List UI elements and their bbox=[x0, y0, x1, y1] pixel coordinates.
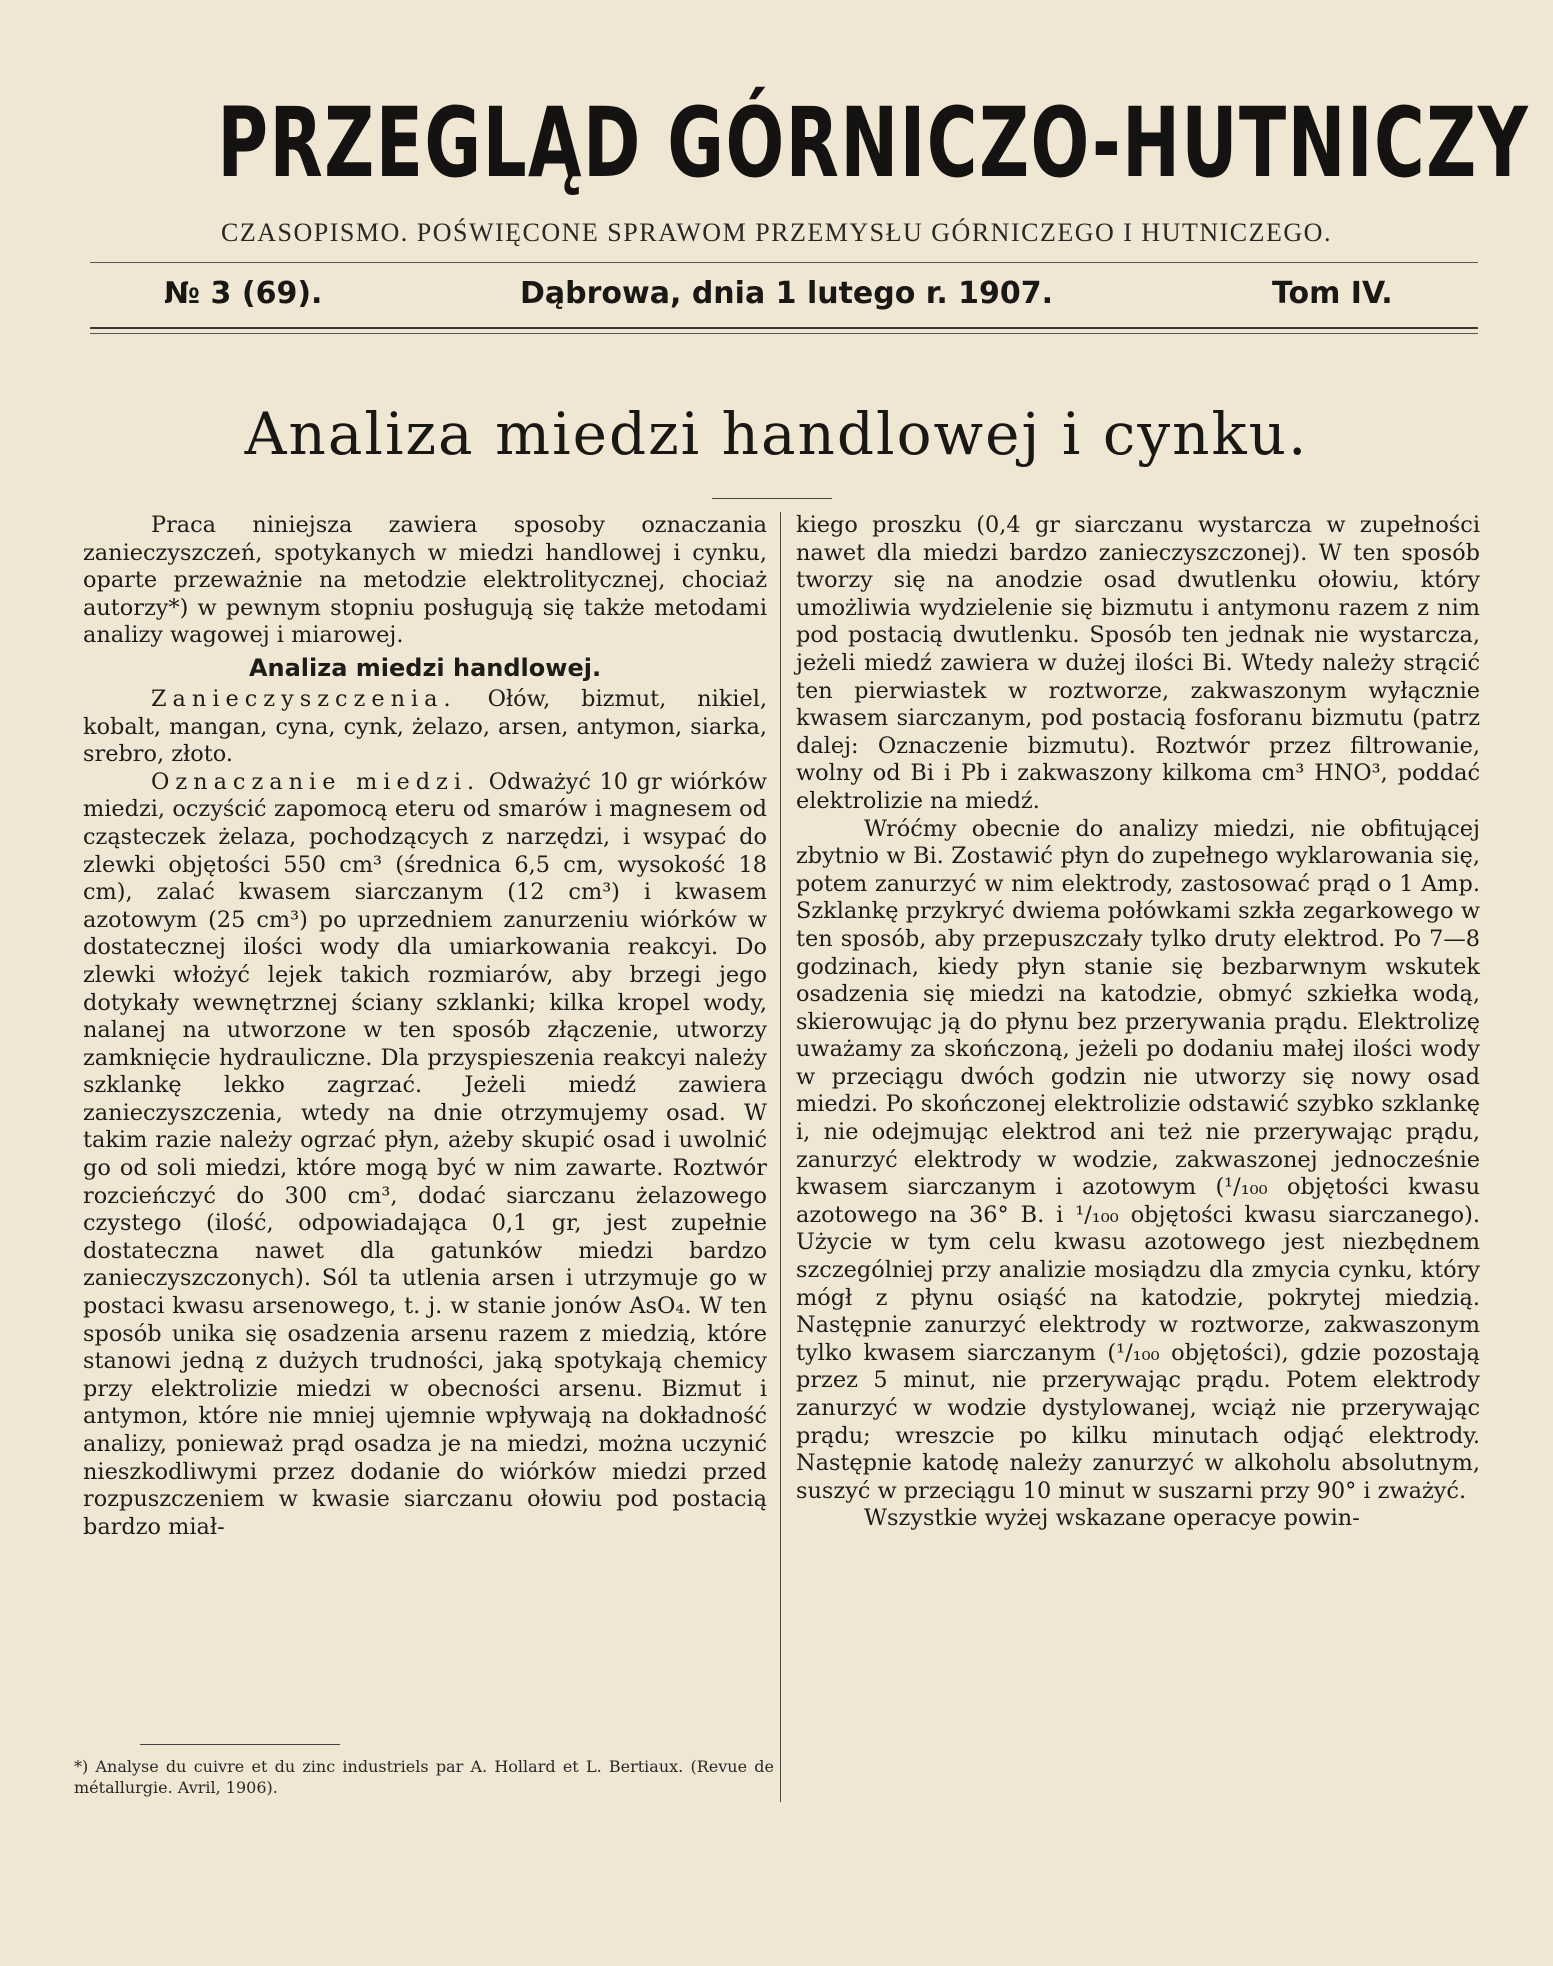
dateline: Dąbrowa, dnia 1 lutego r. 1907. bbox=[520, 276, 1054, 311]
article-title: Analiza miedzi handlowej i cynku. bbox=[244, 400, 1309, 468]
left-column bbox=[83, 512, 767, 1541]
right-paragraph-3: Wszystkie wyżej wskazane operacye powin- bbox=[864, 1505, 1360, 1532]
issue-line bbox=[150, 276, 1450, 316]
issue-number: № 3 (69). bbox=[164, 276, 323, 311]
header-rule-top bbox=[90, 262, 1478, 263]
header-rule-bottom-thin bbox=[90, 333, 1478, 334]
footnote: *) Analyse du cuivre et du zinc industriels par A. Hollard et L. Bertiaux. (Revue de métallurgie. Avril, 1906). bbox=[74, 1757, 774, 1797]
section-heading: Analiza miedzi handlowej. bbox=[248, 653, 602, 682]
right-paragraph-2: Wróćmy obecnie do analizy miedzi, nie obfitującej zbytnio w Bi. Zostawić płyn do zupełnego wyklarowania się, potem zanurzyć w nim elektrody, zastosować prąd o 1 Amp. Szklankę przykryć dwiema połówkami szkła zegarkowego w ten sposób, aby przepuszczały tylko druty elektrod. Po 7—8 godzinach, kiedy płyn stanie się bezbarwnym wskutek osadzenia się miedzi na katodzie, obmyć szkiełka wodą, skierowując ją do płynu bez przerywania prądu. Elektrolizę uważamy za skończoną, jeżeli po dodaniu małej ilości wody w przeciągu dwóch godzin nie utworzy się nowy osad miedzi. Po skończonej elektrolizie odstawić szybko szklankę i, nie odejmując elektrod ani też nie przerywając prądu, zanurzyć elektrody w wodzie, zakwaszonej jednocześnie kwasem siarczanym i azotowym (¹/₁₀₀ objętości kwasu azotowego na 36° B. i ¹/₁₀₀ objętości kwasu siarczanego). Użycie w tym celu kwasu azotowego jest niezbędnem szczególniej przy analizie mosiądzu dla zmycia cynku, który mógł z płynu osiąść na katodzie, pokrytej miedzią. Następnie zanurzyć elektrody w roztworze, zakwaszonym tylko kwasem siarczanym (¹/₁₀₀ objętości), gdzie pozostają przez 5 minut, nie przerywając prądu. Potem elektrody zanurzyć w wodzie dystylowanej, wciąż nie przerywając prądu; wreszcie po kilku minutach odjąć elektrody. Następnie katodę należy zanurzyć w alkoholu absolutnym, suszyć w przeciągu 10 minut w suszarni przy 90° i zważyć. bbox=[796, 815, 1480, 1504]
copper-label: Oznaczanie miedzi. bbox=[151, 768, 481, 795]
column-divider bbox=[780, 512, 781, 1802]
journal-subtitle: CZASOPISMO. POŚWIĘCONE SPRAWOM PRZEMYSŁU GÓRNICZEGO I HUTNICZEGO. bbox=[221, 218, 1332, 247]
copper-text: Odważyć 10 gr wiórków miedzi, oczyścić zapomocą eteru od smarów i magnesem od cząsteczek żelaza, pochodzących z narzędzi, i wsypać do zlewki objętości 550 cm³ (średnica 6,5 cm, wysokość 18 cm), zalać kwasem siarczanym (12 cm³) i kwasem azotowym (25 cm³) po uprzedniem zanurzeniu wiórków w dostatecznej ilości wody dla umiarkowania reakcyi. Do zlewki włożyć lejek takich rozmiarów, aby brzegi jego dotykały wewnętrznej ściany szklanki; kilka kropel wody, nalanej na utworzone w ten sposób złączenie, utworzy zamknięcie hydrauliczne. Dla przyspieszenia reakcyi należy szklankę lekko zagrzać. Jeżeli miedź zawiera zanieczyszczenia, wtedy na dnie otrzymujemy osad. W takim razie należy ogrzać płyn, ażeby skupić osad i uwolnić go od soli miedzi, które mogą być w nim zawarte. Roztwór rozcieńczyć do 300 cm³, dodać siarczanu żelazowego czystego (ilość, odpowiadająca 0,1 gr, jest zupełnie dostateczna nawet dla gatunków miedzi bardzo zanieczyszczonych). Sól ta utlenia arsen i utrzymuje go w postaci kwasu arsenowego, t. j. w stanie jonów AsO₄. W ten sposób unika się osadzenia arsenu razem z miedzią, które stanowi jedną z dużych trudności, jaką spotykają chemicy przy elektrolizie miedzi w obecności arsenu. Bizmut i antymon, które nie mniej ujemnie wpływają na dokładność analizy, ponieważ prąd osadza je na miedzi, można uczynić nieszkodliwymi przez dodanie do wiórków miedzi przed rozpuszczeniem w kwasie siarczanu ołowiu pod postacią bardzo miał- bbox=[83, 768, 767, 1540]
title-rule bbox=[712, 498, 832, 499]
masthead bbox=[0, 88, 1553, 198]
impurities-paragraph bbox=[83, 686, 767, 769]
volume: Tom IV. bbox=[1272, 276, 1393, 311]
copper-paragraph bbox=[83, 769, 767, 1542]
right-column bbox=[796, 512, 1480, 1533]
journal-title: PRZEGLĄD GÓRNICZO-HUTNICZY bbox=[217, 87, 1530, 199]
header-rule-bottom bbox=[90, 327, 1478, 329]
right-paragraph-1: kiego proszku (0,4 gr siarczanu wystarcza w zupełności nawet dla miedzi bardzo zanieczyszczonej). W ten sposób tworzy się na anodzie osad dwutlenku ołowiu, który umożliwia wydzielenie się bizmutu i antymonu razem z nim pod postacią dwutlenku. Sposób ten jednak nie wystarcza, jeżeli miedź zawiera w dużej ilości Bi. Wtedy należy strącić ten pierwiastek w roztworze, zakwaszonym wyłącznie kwasem siarczanym, pod postacią fosforanu bizmutu (patrz dalej: Oznaczenie bizmutu). Roztwór przez filtrowanie, wolny od Bi i Pb i zakwaszony kilkoma cm³ HNO³, poddać elektrolizie na miedź. bbox=[796, 512, 1480, 814]
intro-paragraph: Praca niniejsza zawiera sposoby oznaczania zanieczyszczeń, spotykanych w miedzi handlowej i cynku, oparte przeważnie na metodzie elektrolitycznej, chociaż autorzy*) w pewnym stopniu posługują się także metodami analizy wagowej i miarowej. bbox=[83, 512, 767, 649]
impurities-text: Ołów, bizmut, nikiel, kobalt, mangan, cyna, cynk, żelazo, arsen, antymon, siarka, srebro, złoto. bbox=[83, 685, 767, 768]
footnote-rule bbox=[140, 1744, 340, 1745]
impurities-label: Zanieczyszczenia. bbox=[151, 685, 457, 712]
